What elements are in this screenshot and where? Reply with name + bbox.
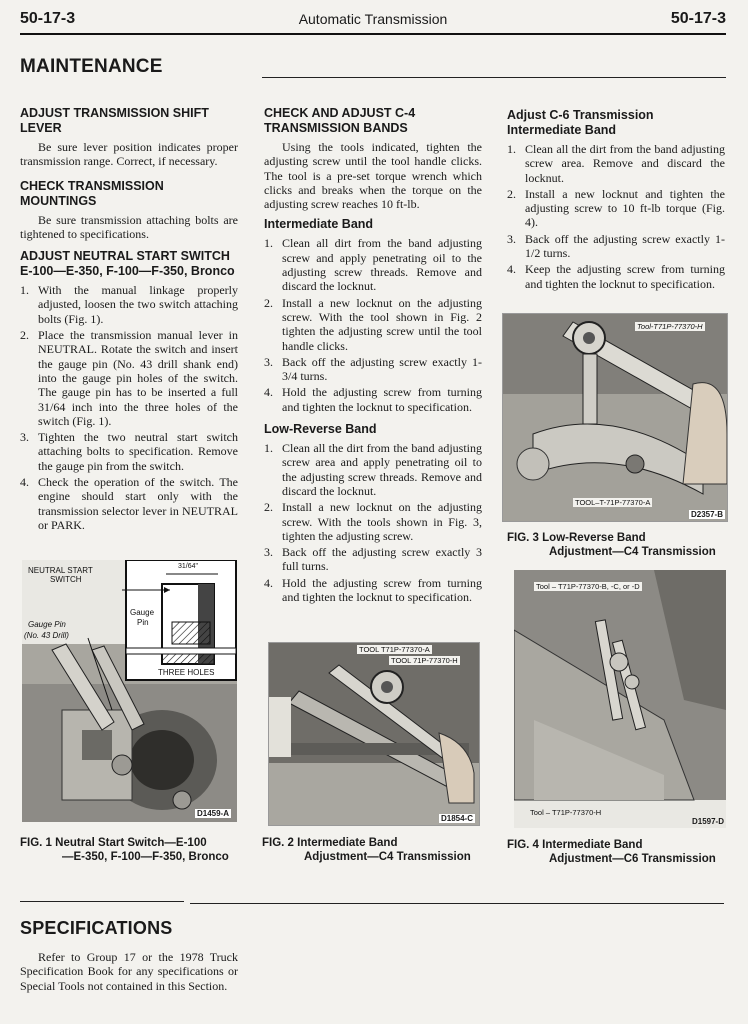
list-item: 3. Back off the adjusting screw exactly 1-1/2 turns. [507, 231, 725, 261]
list-item: 2. Install a new locknut on the adjusting screw. With the tools shown in Fig. 3, tighten the adjusting screw. [264, 500, 482, 543]
fig2-caption-line2: Adjustment—C4 Transmission [304, 851, 471, 863]
intermediate-band-heading: Intermediate Band [264, 217, 374, 232]
fig1-label-gauge-pin-1: Gauge Pin [28, 620, 66, 629]
fig2-code: D1854-C [440, 814, 473, 823]
list-item: 4. Hold the adjusting screw from turning and tighten the locknut to specification. [264, 575, 482, 605]
page-header [20, 10, 726, 32]
figure-2-intermediate-band-c4 [268, 642, 480, 826]
column-2 [264, 106, 482, 612]
fig1-label-pin: Pin [137, 618, 149, 627]
c6-band-steps [507, 142, 725, 291]
list-item: 1. With the manual linkage properly adjusted, loosen the two switch attaching bolts (Fig. 1). [20, 283, 238, 326]
fig1-label-holes: THREE HOLES [158, 668, 215, 677]
fig2-tool-h: TOOL 71P-77370-H [391, 656, 458, 665]
fig3-caption-line2: Adjustment—C4 Transmission [549, 546, 716, 558]
column-3 [507, 108, 725, 299]
column-1 [20, 106, 238, 540]
fig2-caption [262, 836, 492, 864]
figure-3-photo [503, 314, 727, 521]
low-reverse-band-steps [264, 441, 482, 604]
fig3-tool-h: Tool-T71P-77370-H [637, 322, 703, 331]
fig1-caption-line1: FIG. 1 Neutral Start Switch—E-100 [20, 837, 207, 849]
low-reverse-band-heading: Low-Reverse Band [264, 422, 377, 437]
running-title: Automatic Transmission [298, 11, 448, 27]
neutral-switch-subheading: E-100—E-350, F-100—F-350, Bronco [20, 264, 235, 279]
fig4-caption [507, 838, 737, 866]
figure-3-low-reverse-band [502, 313, 728, 522]
page-number-right: 50-17-3 [670, 10, 726, 27]
list-item: 3. Back off the adjusting screw exactly 1-3/4 turns. [264, 354, 482, 384]
specifications-title: SPECIFICATIONS [20, 918, 173, 938]
list-item: 1. Clean all the dirt from the band adjusting screw area. Remove and discard the locknut. [507, 142, 725, 185]
header-rule [20, 33, 726, 35]
fig4-code: D1597-D [691, 817, 724, 826]
specifications-body [20, 950, 238, 999]
fig1-caption-line2: —E-350, F-100—F-350, Bronco [62, 851, 229, 863]
fig1-label-gauge-pin-2: (No. 43 Drill) [24, 631, 69, 640]
shift-lever-text: Be sure lever position indicates proper transmission range. Correct, if necessary. [20, 140, 238, 169]
intermediate-band-steps [264, 236, 482, 414]
fig4-tool-b: Tool – T71P-77370-B, -C, or -D [536, 582, 640, 591]
list-item: 4. Keep the adjusting screw from turning and tighten the locknut to specification. [507, 262, 725, 291]
list-item: 3. Tighten the two neutral start switch attaching bolts to specification. Remove the gauge pin from the switch. [20, 430, 238, 473]
fig1-label-switch-2: SWITCH [50, 575, 82, 584]
fig2-tool-a: TOOL T71P-77370-A [359, 645, 430, 654]
figure-1-illustration [22, 560, 237, 822]
figure-1-neutral-switch [22, 560, 237, 822]
neutral-switch-steps [20, 283, 238, 532]
maintenance-rule [262, 77, 726, 78]
fig2-caption-line1: FIG. 2 Intermediate Band [262, 837, 398, 849]
neutral-switch-heading: ADJUST NEUTRAL START SWITCH [20, 249, 230, 264]
list-item: 4. Hold the adjusting screw from turning and tighten the locknut to specification. [264, 385, 482, 414]
c4-bands-intro: Using the tools indicated, tighten the adjusting screw until the tool handle clicks. The tool is a pre-set torque wrench which clicks and breaks when the torque on the adjusting screw reaches 10 ft-lb. [264, 140, 482, 212]
fig4-tool-h: Tool – T71P-77370-H [530, 808, 602, 817]
page-number-left: 50-17-3 [20, 10, 76, 27]
mountings-heading: CHECK TRANSMISSION MOUNTINGS [20, 178, 164, 208]
list-item: 2. Install a new locknut on the adjusting screw. With the tool shown in Fig. 2 tighten the adjusting screw until the tool handle clicks. [264, 295, 482, 353]
fig1-label-switch-1: NEUTRAL START [28, 566, 93, 575]
fig3-code: D2357-B [690, 510, 723, 519]
fig1-code: D1459-A [196, 809, 229, 818]
mountings-text: Be sure transmission attaching bolts are tightened to specifications. [20, 212, 238, 241]
fig3-tool-a: TOOL–T-71P-77370-A [575, 498, 651, 507]
list-item: 1. Clean all the dirt from the band adjusting screw area and apply penetrating oil to the adjusting screw threads. Remove and discard the locknut. [264, 441, 482, 498]
c4-bands-heading: CHECK AND ADJUST C-4 TRANSMISSION BANDS [264, 106, 416, 135]
fig3-caption-line1: FIG. 3 Low-Reverse Band [507, 532, 646, 544]
list-item: 2. Install a new locknut and tighten the adjusting screw to 10 ft-lb torque (Fig. 4). [507, 186, 725, 230]
fig3-caption [507, 531, 737, 559]
list-item: 4. Check the operation of the switch. The engine should start only with the transmission selector lever in NEUTRAL or PARK. [20, 475, 238, 532]
specifications-rule-right [190, 903, 724, 904]
figure-4-intermediate-band-c6 [514, 570, 726, 828]
c6-band-heading: Adjust C-6 Transmission Intermediate Band [507, 108, 654, 137]
fig1-label-gauge: Gauge [130, 608, 155, 617]
shift-lever-heading: ADJUST TRANSMISSION SHIFT LEVER [20, 106, 209, 135]
fig4-caption-line1: FIG. 4 Intermediate Band [507, 839, 643, 851]
list-item: 1. Clean all dirt from the band adjusting screw and apply penetrating oil to the adjusting screw threads. Remove and discard the locknut. [264, 236, 482, 294]
specifications-rule-left [20, 901, 184, 902]
fig4-caption-line2: Adjustment—C6 Transmission [549, 853, 716, 865]
specifications-text: Refer to Group 17 or the 1978 Truck Specification Book for any specifications or Special Tools not contained in this Section. [20, 950, 238, 993]
fig1-caption [20, 836, 250, 864]
figure-4-photo [514, 570, 726, 828]
list-item: 3. Back off the adjusting screw exactly 3 full turns. [264, 545, 482, 574]
list-item: 2. Place the transmission manual lever in NEUTRAL. Rotate the switch and insert the gauge pin (No. 43 drill shank end) into the gauge pin holes of the switch. The gauge pin has to be inserted a full 31/64 inch into the three holes of the switch (Fig. 1). [20, 328, 238, 428]
figure-2-photo [269, 643, 479, 825]
maintenance-title: MAINTENANCE [20, 56, 163, 77]
fig1-label-dim: 31/64" [178, 563, 199, 570]
